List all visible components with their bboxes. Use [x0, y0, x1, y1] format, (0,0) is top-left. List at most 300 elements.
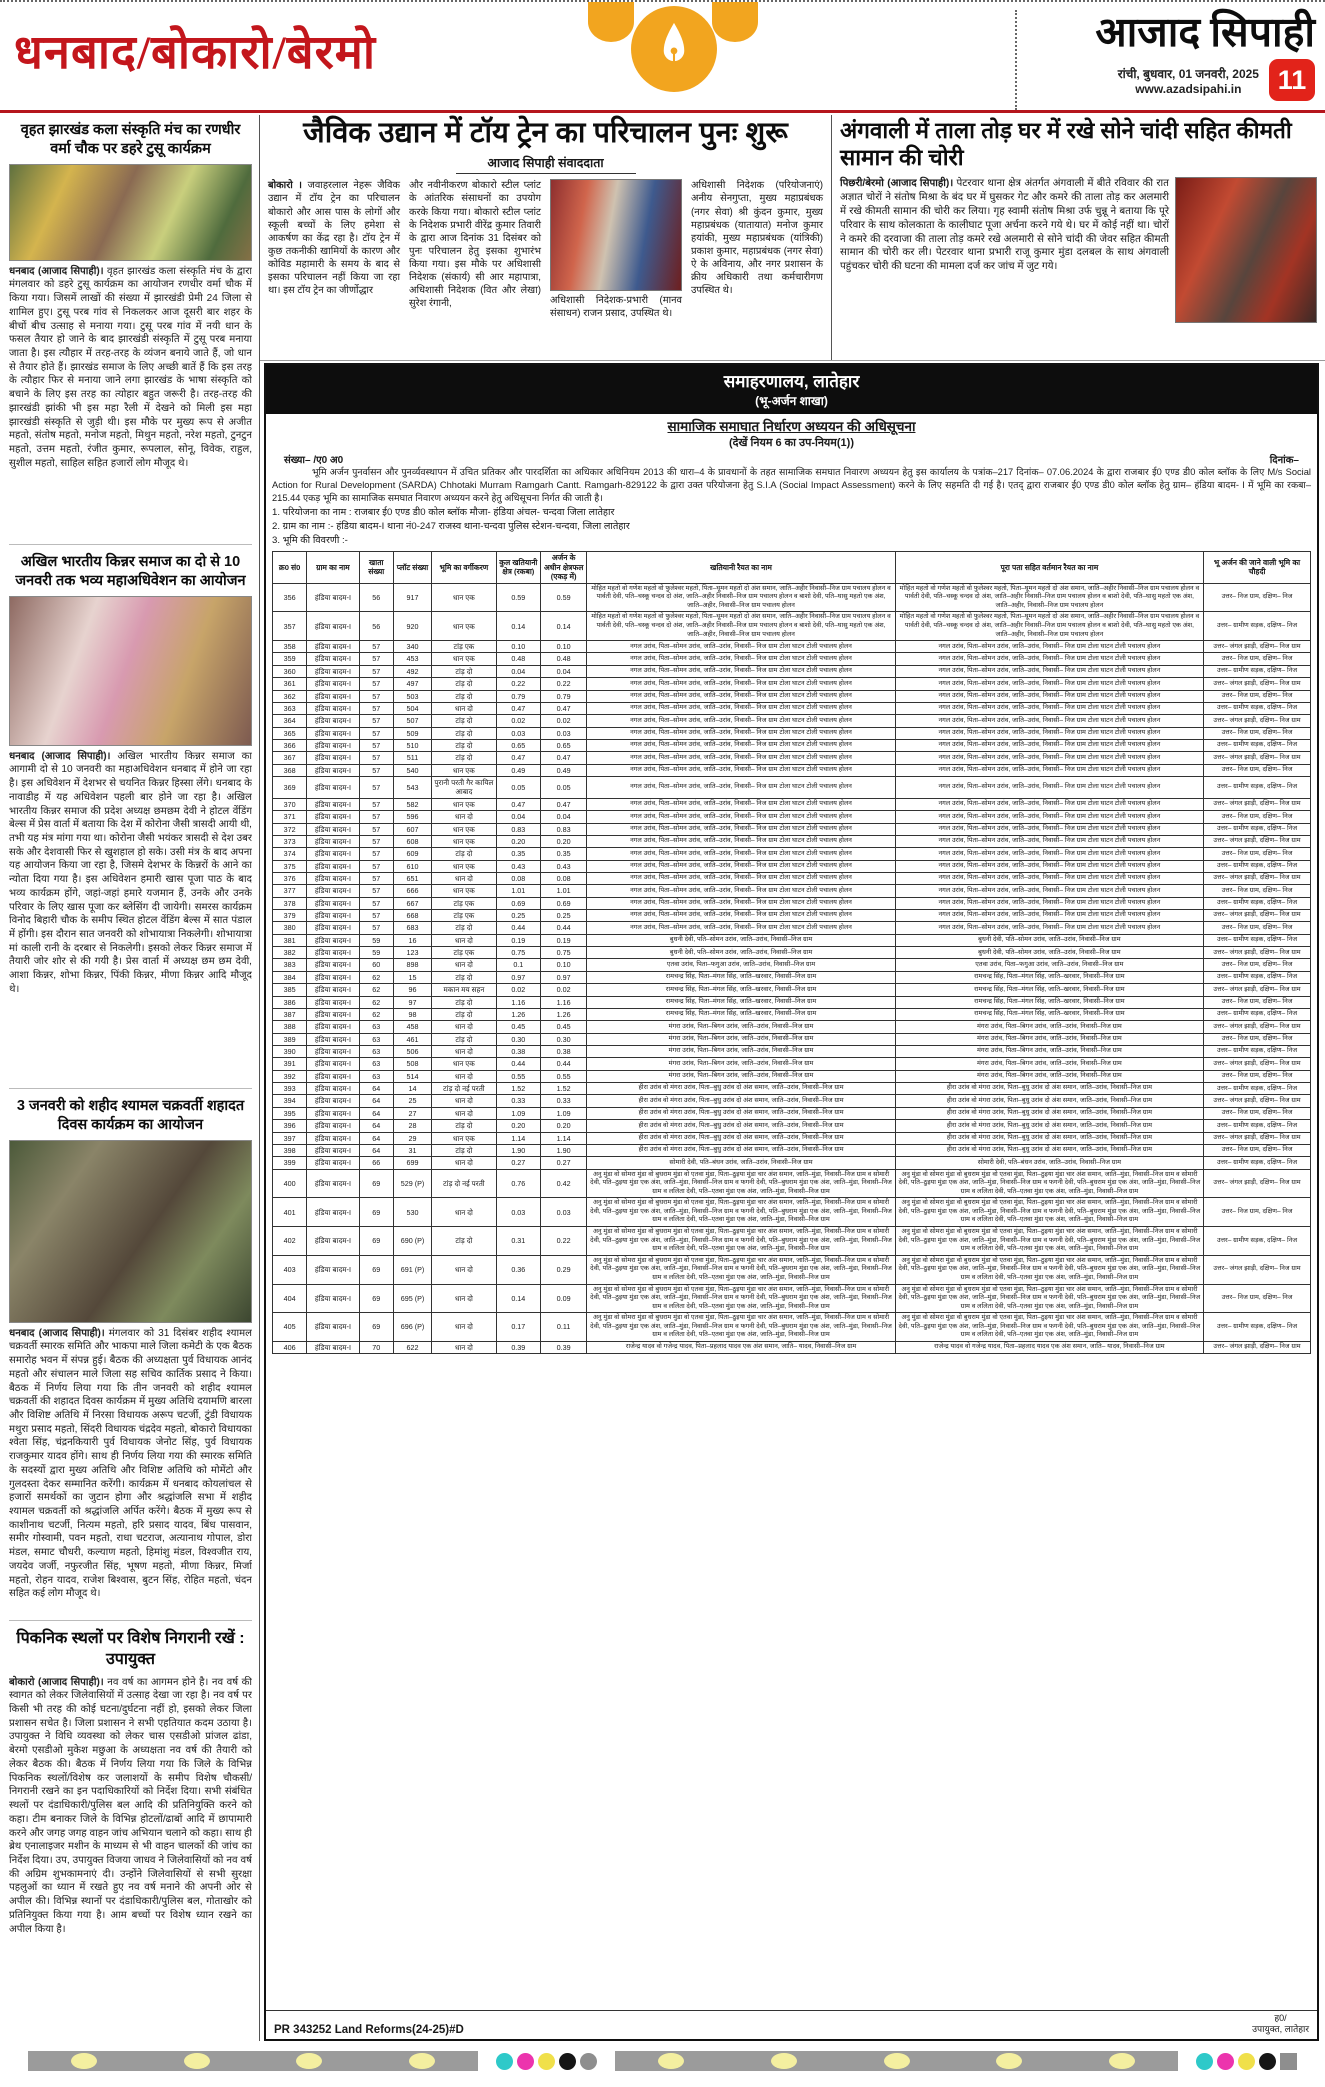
- table-cell: 0.47: [496, 798, 540, 810]
- table-cell: 0.75: [540, 947, 586, 959]
- table-cell: उत्तर– जंगल झाड़ी, दक्षिण– निज ग्राम: [1204, 1255, 1311, 1284]
- table-cell: नगल उरांव, पिता–सोमन उरांव, जाति–उरांव, निवासी– निज ग्राम टोला घाटन टोली पचालय होलन: [587, 727, 895, 739]
- table-cell: उत्तर– ग्रामीण सड़क, दक्षिण– निज: [1204, 740, 1311, 752]
- table-cell: 383: [273, 959, 307, 971]
- notice-office-bar: [266, 365, 1317, 414]
- table-cell: नगल उरांव, पिता–सोमन उरांव, जाति–उरांव, निवासी– निज ग्राम टोला घाटन टोली पचालय होलन: [895, 653, 1203, 665]
- table-cell: 0.47: [540, 798, 586, 810]
- registration-oval: [771, 2053, 797, 2069]
- article-dateline: बोकारो ।: [268, 180, 303, 192]
- table-cell: 0.43: [496, 860, 540, 872]
- table-cell: हंडिया बादम-I: [307, 764, 359, 776]
- table-cell: नगल उरांव, पिता–सोमन उरांव, जाति–उरांव, निवासी– निज ग्राम टोला घाटन टोली पचालय होलन: [587, 798, 895, 810]
- table-cell: 57: [359, 764, 393, 776]
- photo-tusu-crowd: [9, 164, 252, 261]
- article-body: मंगलवार को 31 दिसंबर शहीद श्यामल चक्रवर्ती स्मारक समिति और भाकपा माले जिला कमेटी के एक बैठक समारोह भवन में संपन्न हुई। बैठक की अध्यक्षता पुर्व विधायक आनंद महतो और संचालन माले जिला सह सचिव कार्तिक प्रसाद ने किया। बैठक में निर्णय लिया गया कि तीन जनवरी को शहीद श्यामल चक्रवर्ती की शहादत दिवस कार्यक्रम में मुख्य अतिथि दयामणि बारला और विशिष्ट अतिथि में निरसा विधायक अरूप चटर्जी, टुंडी विधायक मथुरा प्रसाद महतो, सिंदरी विधायक चंद्रदेव महतो, बोकारो विधायका श्वेता सिंह, चंद्रनकियारी पुर्व विधायक जेनोट सिंह, पुर्व विधायक राजकुमार यादव होंगे। साथ ही निर्णय लिया गया की स्मारक समिति के सदस्यों द्वारा मुख्य अतिथि और विशिष्ट अतिथि को मोमेंटो और गुलदस्ता देकर सम्मानित करेंगी। कार्यक्रम में धनबाद कोयलांचल से हजारों समर्थकों का जुटान होगा और श्रद्धांजलि सभा में शहीद श्यामल चक्रवर्ती को श्रद्धांजलि अर्पित करेंगे। बैठक में मुख्य रूप से काशीनाथ चटर्जी, नित्यम महतो, हरि प्रसाद यादव, बिंध पासवान, समीर गोस्वामी, पवन महतो, राधा चटराज, अत्यानाथ गोपाल, डोरा मंडल, समाट चौधरी, कल्याण महतो, हिमांशु मंडल, विश्वजीत राय, जयदेव जर्जी, नफुरजीत सिंह, भूषण महतो, मीणा किन्नर, मिर्जा महतो, रोहन यादव, राजेश बिश्वास, बुटन सिंह, रोहित महतो, चंदन सहित कई लोग मौजूद थे।: [9, 1327, 252, 1600]
- table-cell: 96: [393, 984, 431, 996]
- article-column-2: और नवीनीकरण बोकारो स्टील प्लांट के आंतरिक संसाधनों का उपयोग करके किया गया। बोकारो स्टील प्लांट के निदेशक प्रभारी वीरेंद्र कुमार तिवारी के द्वारा आज दिनांक 31 दिसंबर को पुनः परिचालन हेतु इसका शुभारंभ किया गया। इस मौके पर अधिशासी निदेशक (संकार्य) सी आर महापात्रा, अधिशासी निदेशक (वित और लेखा) सुरेश रंगानी,: [409, 180, 541, 310]
- table-cell: सोमारी देवी, पति–बंधन उरांव, जाति–उरांव, निवासी–निज ग्राम: [587, 1157, 895, 1169]
- table-cell: 0.10: [540, 641, 586, 653]
- notice-item: 1. परियोजना का नाम : राजबार ई0 एण्ड डी0 कोल ब्लॉक मौजा- हंडिया अंचल- चन्दवा जिला लातेहार: [272, 507, 615, 519]
- table-cell: 1.01: [540, 885, 586, 897]
- table-cell: 1.09: [540, 1107, 586, 1119]
- table-cell: नगल उरांव, पिता–सोमन उरांव, जाति–उरांव, निवासी– निज ग्राम टोला घाटन टोली पचालय होलन: [587, 690, 895, 702]
- table-cell: 25: [393, 1095, 431, 1107]
- table-cell: 696 (P): [393, 1313, 431, 1342]
- table-cell: पुरानी परती गैर कायिल आबाद: [432, 777, 496, 799]
- table-cell: 57: [359, 835, 393, 847]
- table-cell: 357: [273, 612, 307, 641]
- table-cell: नगल उरांव, पिता–सोमन उरांव, जाति–उरांव, निवासी– निज ग्राम टोला घाटन टोली पचालय होलन: [587, 641, 895, 653]
- table-cell: उत्तर– ग्रामीण सड़क, दक्षिण– निज: [1204, 1313, 1311, 1342]
- table-cell: 0.97: [496, 971, 540, 983]
- table-cell: 607: [393, 823, 431, 835]
- table-cell: अनु मुंडा वो सोमरा मुंडा वो बुधराम मुंडा वो एतवा मुंडा, पिता–ठुइया मुंडा चार अंश समान, जाति–मुंडा, निवासी–निज ग्राम व सोमारी देवी, पति–ठुइया मुंडा एक अंश, जाति–मुंडा, निवासी–निज ग्राम व फगनी देवी, पति–बुधराम मुंडा एक अंश, जाति–मुंडा, निवासी–निज ग्राम व ललिता देवी, पति–एतवा मुंडा एक अंश, जाति–मुंडा, निवासी–निज ग्राम: [587, 1284, 895, 1313]
- table-row: [273, 922, 1311, 934]
- table-cell: 0.20: [496, 835, 540, 847]
- table-cell: 622: [393, 1341, 431, 1353]
- table-cell: 1.52: [540, 1083, 586, 1095]
- top-articles-row: [260, 115, 1325, 361]
- table-cell: 529 (P): [393, 1169, 431, 1198]
- table-cell: नगल उरांव, पिता–सोमन उरांव, जाति–उरांव, निवासी– निज ग्राम टोला घाटन टोली पचालय होलन: [587, 653, 895, 665]
- table-cell: अनु मुंडा वो सोमरा मुंडा वो बुधराम मुंडा वो एतवा मुंडा, पिता–ठुइया मुंडा चार अंश समान, जाति–मुंडा, निवासी–निज ग्राम व सोमारी देवी, पति–ठुइया मुंडा एक अंश, जाति–मुंडा, निवासी–निज ग्राम व फगनी देवी, पति–बुधराम मुंडा एक अंश, जाति–मुंडा, निवासी–निज ग्राम व ललिता देवी, पति–एतवा मुंडा एक अंश, जाति–मुंडा, निवासी–निज ग्राम: [895, 1284, 1203, 1313]
- table-cell: बुधनी देवी, पति–सोमन उरांव, जाति–उरांव, निवासी–निज ग्राम: [587, 934, 895, 946]
- table-row: [273, 752, 1311, 764]
- table-cell: नगल उरांव, पिता–सोमन उरांव, जाति–उरांव, निवासी– निज ग्राम टोला घाटन टोली पचालय होलन: [895, 897, 1203, 909]
- table-cell: उत्तर– जंगल झाड़ी, दक्षिण– निज ग्राम: [1204, 872, 1311, 884]
- masthead: [1015, 10, 1315, 110]
- table-cell: हंडिया बादम-I: [307, 910, 359, 922]
- table-cell: हीरा उरांव वो मंगरा उरांव, पिता–बुधु उरांव दो अंश समान, जाति–उरांव, निवासी–निज ग्राम: [587, 1132, 895, 1144]
- article-tusu-event: [9, 117, 252, 545]
- table-cell: उत्तर– ग्रामीण सड़क, दक्षिण– निज: [1204, 1083, 1311, 1095]
- table-cell: मोहित महतो वो गणेश महतो वो फुलेश्वर महतो, पिता–घूमन महतो दो अंश समान, जाति–अहीर निवासी–निज ग्राम पचालय होलन व पार्वती देवी, पति–चस्कू चन्दव दो अंश, जाति–अहीर निवासी–निज ग्राम पचालय होलन व बाशो देवी, पति–घासु महतो एक अंश, जाति–अहीर, निवासी–निज ग्राम पचालय होलन: [587, 583, 895, 612]
- table-row: [273, 1255, 1311, 1284]
- table-cell: 59: [359, 934, 393, 946]
- website-link[interactable]: www.azadsipahi.in: [1135, 81, 1242, 96]
- table-cell: 0.05: [540, 777, 586, 799]
- table-cell: धान एक: [432, 835, 496, 847]
- table-cell: धान दो: [432, 1070, 496, 1082]
- table-cell: 368: [273, 764, 307, 776]
- table-cell: उत्तर– जंगल झाड़ी, दक्षिण– निज ग्राम: [1204, 1169, 1311, 1198]
- table-cell: हीरा उरांव वो मंगरा उरांव, पिता–बुधु उरांव दो अंश समान, जाति–उरांव, निवासी–निज ग्राम: [587, 1144, 895, 1156]
- table-cell: 376: [273, 872, 307, 884]
- table-cell: मोहित महतो वो गणेश महतो वो फुलेश्वर महतो, पिता–घूमन महतो दो अंश समान, जाति–अहीर निवासी–निज ग्राम पचालय होलन व पार्वती देवी, पति–चस्कू चन्दव दो अंश, जाति–अहीर निवासी–निज ग्राम पचालय होलन व बाशो देवी, पति–घासु महतो एक अंश, जाति–अहीर, निवासी–निज ग्राम पचालय होलन: [895, 612, 1203, 641]
- notice-subtitle: (देखें नियम 6 का उप-नियम(1)): [728, 437, 854, 449]
- table-cell: हीरा उरांव वो मंगरा उरांव, पिता–बुधु उरांव दो अंश समान, जाति–उरांव, निवासी–निज ग्राम: [895, 1144, 1203, 1156]
- table-cell: उत्तर– निज ग्राम, दक्षिण– निज: [1204, 653, 1311, 665]
- table-cell: 360: [273, 665, 307, 677]
- table-cell: उत्तर– निज ग्राम, दक्षिण– निज: [1204, 1070, 1311, 1082]
- table-cell: 57: [359, 740, 393, 752]
- table-cell: नगल उरांव, पिता–सोमन उरांव, जाति–उरांव, निवासी– निज ग्राम टोला घाटन टोली पचालय होलन: [895, 678, 1203, 690]
- table-cell: 57: [359, 872, 393, 884]
- table-cell: हंडिया बादम-I: [307, 583, 359, 612]
- table-cell: उत्तर– ग्रामीण सड़क, दक्षिण– निज: [1204, 665, 1311, 677]
- paper-name: आजाद सिपाही: [1095, 9, 1315, 55]
- table-cell: टांड़ एक: [432, 641, 496, 653]
- emblem-wing-right: [712, 2, 758, 42]
- table-cell: रामचन्द्र सिंह, पिता–मंगल सिंह, जाति–खरवार, निवासी–निज ग्राम: [895, 996, 1203, 1008]
- table-cell: 393: [273, 1083, 307, 1095]
- table-cell: मंगरा उरांव, पिता–बिगन उरांव, जाति–उरांव, निवासी–निज ग्राम: [895, 1058, 1203, 1070]
- table-cell: 0.03: [496, 1198, 540, 1227]
- table-row: [273, 1070, 1311, 1082]
- table-row: [273, 934, 1311, 946]
- table-cell: हंडिया बादम-I: [307, 641, 359, 653]
- table-cell: 62: [359, 1008, 393, 1020]
- article-body: अखिल भारतीय किन्नर समाज का आगामी दो से 10 जनवरी का महाअधिवेशन धनबाद में होने जा रहा है। इस अधिवेशन में देशभर से चयनित किन्नर हिस्सा लेंगे। धनबाद के नावाडीह में यह अधिवेशन पहली बार होने जा रहा है। अखिल भारतीय किन्नर समाज की प्रदेश अध्यक्ष छमछम देवी ने होटल वेंडिंग बेल्स में प्रेस वार्ता में बताया कि देश में कोरोना जैसी त्रासदी आयी थी, तभी यह मंत्र मांगा गया था। कोरोना जैसी भयंकर त्रासदी से देश उबर सके और देशवासी फिर से खुशहाल हो सके। उसी मंत्र के बाद अपना यह आयोजन किया जा रहा है, जिसमे देशभर के किन्नरों के आने का न्योता दिया गया है। इस अधिवेशन हमारी खास पूजा पाठ के बाद भव्य कार्यक्रम होंगे, जहां-जहां हमारे यजमान हैं, उनके और उनके परिवार के लिए खास पूजा कर ब्लेसिंग दी जायेगी। समरस कार्यक्रम विनोद बिहारी चौक के समीप स्थित होटल वेंडिंग बेल्स में सात पंडाल में होंगी। इस दौरान सात जनवरी को शोभायात्रा निकलेगी। शोभायात्रा मां काली रानी के दरबार से निकलेगी। इसको लेकर किन्नर समाज में तैयारी जोर शोर से की गयी है। प्रेस वार्ता में अध्यक्ष छम छम देवी, आशा किन्नर, शोभा किन्नर, पिंकी किन्नर, मीणा किन्नर आदि मौजूद थे।: [9, 750, 252, 995]
- table-cell: 57: [359, 910, 393, 922]
- table-cell: 375: [273, 860, 307, 872]
- table-cell: धान एक: [432, 798, 496, 810]
- table-cell: 28: [393, 1120, 431, 1132]
- table-cell: 0.14: [540, 612, 586, 641]
- table-cell: सोमारी देवी, पति–बंधन उरांव, जाति–उरांव, निवासी–निज ग्राम: [895, 1157, 1203, 1169]
- table-cell: 0.48: [496, 653, 540, 665]
- table-cell: नगल उरांव, पिता–सोमन उरांव, जाति–उरांव, निवासी– निज ग्राम टोला घाटन टोली पचालय होलन: [895, 922, 1203, 934]
- table-cell: 406: [273, 1341, 307, 1353]
- table-cell: हंडिया बादम-I: [307, 740, 359, 752]
- table-cell: रामचन्द्र सिंह, पिता–मंगल सिंह, जाति–खरवार, निवासी–निज ग्राम: [587, 971, 895, 983]
- table-cell: नगल उरांव, पिता–सोमन उरांव, जाति–उरांव, निवासी– निज ग्राम टोला घाटन टोली पचालय होलन: [587, 910, 895, 922]
- table-cell: 57: [359, 885, 393, 897]
- table-cell: हंडिया बादम-I: [307, 971, 359, 983]
- table-cell: उत्तर– जंगल झाड़ी, दक्षिण– निज ग्राम: [1204, 1095, 1311, 1107]
- registration-oval: [409, 2053, 435, 2069]
- table-cell: 384: [273, 971, 307, 983]
- table-cell: 15: [393, 971, 431, 983]
- table-cell: 64: [359, 1132, 393, 1144]
- table-row: [273, 678, 1311, 690]
- table-row: [273, 1341, 1311, 1353]
- table-cell: हंडिया बादम-I: [307, 653, 359, 665]
- table-cell: अनु मुंडा वो सोमरा मुंडा वो बुधराम मुंडा वो एतवा मुंडा, पिता–ठुइया मुंडा चार अंश समान, जाति–मुंडा, निवासी–निज ग्राम व सोमारी देवी, पति–ठुइया मुंडा एक अंश, जाति–मुंडा, निवासी–निज ग्राम व फगनी देवी, पति–बुधराम मुंडा एक अंश, जाति–मुंडा, निवासी–निज ग्राम व ललिता देवी, पति–एतवा मुंडा एक अंश, जाति–मुंडा, निवासी–निज ग्राम: [587, 1255, 895, 1284]
- table-cell: 388: [273, 1021, 307, 1033]
- article-body: नव वर्ष का आगमन होने है। नव वर्ष की स्वागत को लेकर जिलेवासियों में उत्साह देखा जा रहा है। नव वर्ष पर किसी भी तरह की कोई घटना/दुर्घटना नहीं हो, इसको लेकर जिला प्रशासन सचेत है। जिला प्रशासन ने सभी एहतियात कदम उठाया है। उपायुक्त ने विधि व्यवस्था को लेकर चास एसडीओ प्रांजल ढांडा, बेरमो एसडीओ मुकेश मछुआ के अध्यक्षता नव वर्ष की तैयारी को लेकर बैठक की। बैठक में निर्णय लिया गया कि जिले के विभिन्न पिकनिक स्थलों/विशेष कर जलाशयों के समीप विशेष चौकसी/निगरानी रखने का इन पदाधिकारियों को निर्देश दिया। सभी संबंधित स्थलों पर दंडाधिकारी/पुलिस बल आदि की प्रतिनियुक्ति करने को कहा। टीम बनाकर जिले के विभिन्न होटलों/ढाबों आदि में छापामारी करने और जगह जगह वाहन जांच अभियान चलाने को कहा। साथ ही ब्रेथ एनालाइजर मशीन के माध्यम से भी वाहन चालकों की जांच का निर्देश दिया। उप, उपायुक्त विजया जाधव ने जिलेवासियों को नव वर्ष की अग्रिम शुभकामनाएं दी। उन्होंने जिलेवासियों से सभी सुरक्षा पहलुओं का ध्यान में रखते हुए नव वर्ष मनाने की अपनी ओर से अपील की। विभिन्न स्थानों पर दंडाधिकारी/पुलिस बल, गोताखोर को प्रतिनियुक्त किया गया है। आम बच्चों पर विशेष ध्यान रखने का अपील किया है।: [9, 1676, 252, 1935]
- color-dot: [1280, 2053, 1297, 2070]
- table-cell: धान एक: [432, 764, 496, 776]
- table-cell: उत्तर– निज ग्राम, दक्षिण– निज: [1204, 922, 1311, 934]
- table-cell: 0.49: [496, 764, 540, 776]
- table-cell: नगल उरांव, पिता–सोमन उरांव, जाति–उरांव, निवासी– निज ग्राम टोला घाटन टोली पचालय होलन: [587, 848, 895, 860]
- table-cell: हंडिया बादम-I: [307, 1284, 359, 1313]
- table-cell: 56: [359, 612, 393, 641]
- table-cell: 0.33: [496, 1095, 540, 1107]
- table-cell: हीरा उरांव वो मंगरा उरांव, पिता–बुधु उरांव दो अंश समान, जाति–उरांव, निवासी–निज ग्राम: [895, 1120, 1203, 1132]
- table-cell: हंडिया बादम-I: [307, 1045, 359, 1057]
- registration-oval: [658, 2053, 684, 2069]
- table-cell: 0.08: [496, 872, 540, 884]
- table-cell: धान दो: [432, 702, 496, 714]
- table-cell: 387: [273, 1008, 307, 1020]
- table-cell: टांड़ दो: [432, 690, 496, 702]
- dateline: रांची, बुधवार, 01 जनवरी, 2025: [1117, 66, 1259, 81]
- table-cell: धान दो: [432, 1313, 496, 1342]
- table-cell: नगल उरांव, पिता–सोमन उरांव, जाति–उरांव, निवासी– निज ग्राम टोला घाटन टोली पचालय होलन: [895, 740, 1203, 752]
- table-cell: हंडिया बादम-I: [307, 823, 359, 835]
- table-row: [273, 959, 1311, 971]
- pen-nib-icon: [631, 6, 717, 92]
- table-cell: 394: [273, 1095, 307, 1107]
- table-cell: 0.19: [540, 934, 586, 946]
- table-cell: उत्तर– जंगल झाड़ी, दक्षिण– निज ग्राम: [1204, 641, 1311, 653]
- table-cell: 0.27: [496, 1157, 540, 1169]
- table-cell: उत्तर– निज ग्राम, दक्षिण– निज: [1204, 1198, 1311, 1227]
- color-dot: [1259, 2053, 1276, 2070]
- left-column: [0, 115, 260, 2041]
- table-cell: 503: [393, 690, 431, 702]
- table-cell: 57: [359, 860, 393, 872]
- notice-item: 3. भूमि की विवरणी :-: [272, 535, 348, 547]
- table-row: [273, 872, 1311, 884]
- table-cell: टांड़ दो: [432, 752, 496, 764]
- table-cell: टांड़ दो: [432, 996, 496, 1008]
- table-cell: 530: [393, 1198, 431, 1227]
- table-cell: धान एक: [432, 860, 496, 872]
- article-body: अधिशासी निदेशक-प्रभारी (मानव संसाधन) राजन प्रसाद, उपस्थित थे।: [550, 295, 682, 320]
- table-cell: 57: [359, 678, 393, 690]
- table-cell: 0.02: [540, 715, 586, 727]
- table-row: [273, 823, 1311, 835]
- table-cell: नगल उरांव, पिता–सोमन उरांव, जाति–उरांव, निवासी– निज ग्राम टोला घाटन टोली पचालय होलन: [895, 872, 1203, 884]
- table-cell: धान एक: [432, 823, 496, 835]
- table-cell: टांड़ दो नई परती: [432, 1083, 496, 1095]
- table-cell: धान एक: [432, 1132, 496, 1144]
- article-dateline: धनबाद (आजाद सिपाही)।: [9, 265, 104, 277]
- table-cell: धान दो: [432, 1284, 496, 1313]
- table-cell: हंडिया बादम-I: [307, 1070, 359, 1082]
- table-cell: 0.45: [540, 1021, 586, 1033]
- notice-title: सामाजिक समाघात निर्धारण अध्ययन की अधिसूचना: [667, 419, 916, 434]
- table-cell: रामचन्द्र सिंह, पिता–मंगल सिंह, जाति–खरवार, निवासी–निज ग्राम: [895, 1008, 1203, 1020]
- color-dot: [517, 2053, 534, 2070]
- table-cell: बुधनी देवी, पति–सोमन उरांव, जाति–उरांव, निवासी–निज ग्राम: [895, 947, 1203, 959]
- page-header: [0, 0, 1325, 113]
- table-cell: एतवा उरांव, पिता–फगुआ उरांव, जाति–उरांव, निवासी–निज ग्राम: [587, 959, 895, 971]
- table-cell: नगल उरांव, पिता–सोमन उरांव, जाति–उरांव, निवासी– निज ग्राम टोला घाटन टोली पचालय होलन: [895, 752, 1203, 764]
- table-header-row: [273, 552, 1311, 583]
- table-cell: बुधनी देवी, पति–सोमन उरांव, जाति–उरांव, निवासी–निज ग्राम: [895, 934, 1203, 946]
- table-cell: मकान मय सहन: [432, 984, 496, 996]
- table-header-cell: खतियानी रैयत का नाम: [587, 552, 895, 583]
- table-cell: अनु मुंडा वो सोमरा मुंडा वो बुधराम मुंडा वो एतवा मुंडा, पिता–ठुइया मुंडा चार अंश समान, जाति–मुंडा, निवासी–निज ग्राम व सोमारी देवी, पति–ठुइया मुंडा एक अंश, जाति–मुंडा, निवासी–निज ग्राम व फगनी देवी, पति–बुधराम मुंडा एक अंश, जाति–मुंडा, निवासी–निज ग्राम व ललिता देवी, पति–एतवा मुंडा एक अंश, जाति–मुंडा, निवासी–निज ग्राम: [895, 1169, 1203, 1198]
- article-headline: अंगवाली में ताला तोड़ घर में रखे सोने चांदी सहित कीमती सामान की चोरी: [840, 118, 1292, 170]
- table-cell: 0.11: [540, 1313, 586, 1342]
- table-cell: हीरा उरांव वो मंगरा उरांव, पिता–बुधु उरांव दो अंश समान, जाति–उरांव, निवासी–निज ग्राम: [587, 1120, 895, 1132]
- table-cell: 0.39: [496, 1341, 540, 1353]
- table-cell: मंगरा उरांव, पिता–बिगन उरांव, जाति–उरांव, निवासी–निज ग्राम: [587, 1070, 895, 1082]
- table-cell: टांड़ एक: [432, 897, 496, 909]
- article-headline: जैविक उद्यान में टॉय ट्रेन का परिचालन पुनः शुरू: [303, 117, 788, 149]
- article-body: पेटरवार थाना क्षेत्र अंतर्गत अंगवाली में बीते रविवार की रात अज्ञात चोरों ने संतोष मिश्रा के बंद घर में घुसकर गेट और कमरे की ताला तोड़ कर अलमारी में रखे कीमती सामान की चोरी कर लिया। गृह स्वामी संतोष मिश्रा उर्फ चुन्नू ने बताया कि पूरे परिवार के साथ कोलकाता के कालीघाट पूजा अर्चना करने गये थे। घर में कोई नहीं था। चोरों ने कमरे की दरवाजा की ताला तोड़ कमरे रखे अलमारी से सोने चांदी की जेवर सहित कीमती सामान की चोरी कर ली। पेटरवार थाना प्रभारी राजू कुमार मुंडा दलबल के साथ अंगवाली पहुंचकर चोरी की घटना की मामला दर्ज कर जांच में जुट गये।: [840, 178, 1169, 273]
- table-cell: 0.47: [540, 702, 586, 714]
- table-cell: 668: [393, 910, 431, 922]
- table-cell: 683: [393, 922, 431, 934]
- table-cell: 0.79: [540, 690, 586, 702]
- table-cell: उत्तर– निज ग्राम, दक्षिण– निज: [1204, 885, 1311, 897]
- table-cell: एतवा उरांव, पिता–फगुआ उरांव, जाति–उरांव, निवासी–निज ग्राम: [895, 959, 1203, 971]
- table-cell: 504: [393, 702, 431, 714]
- table-cell: 64: [359, 1107, 393, 1119]
- table-cell: धान दो: [432, 1045, 496, 1057]
- table-cell: नगल उरांव, पिता–सोमन उरांव, जाति–उरांव, निवासी– निज ग्राम टोला घाटन टोली पचालय होलन: [587, 678, 895, 690]
- table-cell: 364: [273, 715, 307, 727]
- table-row: [273, 740, 1311, 752]
- table-cell: 458: [393, 1021, 431, 1033]
- table-cell: रामचन्द्र सिंह, पिता–मंगल सिंह, जाति–खरवार, निवासी–निज ग्राम: [587, 1008, 895, 1020]
- table-cell: 63: [359, 1045, 393, 1057]
- table-cell: नगल उरांव, पिता–सोमन उरांव, जाति–उरांव, निवासी– निज ग्राम टोला घाटन टोली पचालय होलन: [895, 910, 1203, 922]
- table-cell: 366: [273, 740, 307, 752]
- article-dateline: पिछरी/बेरमो (आजाद सिपाही)।: [840, 178, 954, 189]
- table-cell: 690 (P): [393, 1227, 431, 1256]
- table-row: [273, 727, 1311, 739]
- table-cell: रामचन्द्र सिंह, पिता–मंगल सिंह, जाति–खरवार, निवासी–निज ग्राम: [587, 984, 895, 996]
- table-cell: 0.38: [540, 1045, 586, 1057]
- table-header-cell: ग्राम का नाम: [307, 552, 359, 583]
- table-cell: हंडिया बादम-I: [307, 665, 359, 677]
- table-cell: उत्तर– निज ग्राम, दक्षिण– निज: [1204, 811, 1311, 823]
- table-cell: 0.55: [496, 1070, 540, 1082]
- table-cell: नगल उरांव, पिता–सोमन उरांव, जाति–उरांव, निवासी– निज ग्राम टोला घाटन टोली पचालय होलन: [587, 823, 895, 835]
- table-cell: धान एक: [432, 1058, 496, 1070]
- table-cell: 596: [393, 811, 431, 823]
- table-row: [273, 1144, 1311, 1156]
- table-cell: 372: [273, 823, 307, 835]
- article-picnic-nigrani: [9, 1625, 252, 2041]
- table-cell: हंडिया बादम-I: [307, 872, 359, 884]
- table-cell: धान दो: [432, 1198, 496, 1227]
- table-cell: 0.65: [540, 740, 586, 752]
- article-kinnar-mahaadhiveshan: [9, 549, 252, 1089]
- table-cell: 397: [273, 1132, 307, 1144]
- table-header-cell: कुल खतियानी क्षेत्र (रकबा): [496, 552, 540, 583]
- notice-item: 2. ग्राम का नाम :- हंडिया बादम-I थाना नं0-247 राजस्व थाना-चन्दवा पुलिस स्टेशन-चन्दवा, जिला लातेहार: [272, 521, 630, 533]
- table-cell: 0.59: [496, 583, 540, 612]
- table-cell: 1.90: [496, 1144, 540, 1156]
- table-cell: नगल उरांव, पिता–सोमन उरांव, जाति–उरांव, निवासी– निज ग्राम टोला घाटन टोली पचालय होलन: [895, 860, 1203, 872]
- table-cell: 57: [359, 897, 393, 909]
- table-row: [273, 777, 1311, 799]
- table-cell: 0.20: [540, 1120, 586, 1132]
- table-cell: 508: [393, 1058, 431, 1070]
- table-cell: हीरा उरांव वो मंगरा उरांव, पिता–बुधु उरांव दो अंश समान, जाति–उरांव, निवासी–निज ग्राम: [895, 1083, 1203, 1095]
- table-cell: 0.04: [540, 665, 586, 677]
- table-cell: 378: [273, 897, 307, 909]
- table-cell: उत्तर– ग्रामीण सड़क, दक्षिण– निज: [1204, 1227, 1311, 1256]
- table-cell: 0.02: [496, 984, 540, 996]
- table-cell: हंडिया बादम-I: [307, 1058, 359, 1070]
- table-cell: 377: [273, 885, 307, 897]
- table-cell: 98: [393, 1008, 431, 1020]
- table-cell: उत्तर– निज ग्राम, दक्षिण– निज: [1204, 1144, 1311, 1156]
- table-row: [273, 612, 1311, 641]
- table-cell: रामचन्द्र सिंह, पिता–मंगल सिंह, जाति–खरवार, निवासी–निज ग्राम: [895, 984, 1203, 996]
- table-cell: नगल उरांव, पिता–सोमन उरांव, जाति–उरांव, निवासी– निज ग्राम टोला घाटन टोली पचालय होलन: [587, 897, 895, 909]
- table-cell: उत्तर– ग्रामीण सड़क, दक्षिण– निज: [1204, 860, 1311, 872]
- table-cell: 60: [359, 959, 393, 971]
- table-cell: नगल उरांव, पिता–सोमन उरांव, जाति–उरांव, निवासी– निज ग्राम टोला घाटन टोली पचालय होलन: [587, 702, 895, 714]
- table-cell: 362: [273, 690, 307, 702]
- table-cell: नगल उरांव, पिता–सोमन उरांव, जाति–उरांव, निवासी– निज ग्राम टोला घाटन टोली पचालय होलन: [587, 872, 895, 884]
- table-cell: 0.30: [540, 1033, 586, 1045]
- table-cell: हंडिया बादम-I: [307, 1021, 359, 1033]
- table-cell: हंडिया बादम-I: [307, 897, 359, 909]
- table-cell: 651: [393, 872, 431, 884]
- table-cell: हंडिया बादम-I: [307, 1169, 359, 1198]
- table-cell: 0.05: [496, 777, 540, 799]
- table-cell: हंडिया बादम-I: [307, 1341, 359, 1353]
- table-cell: 70: [359, 1341, 393, 1353]
- table-cell: धान दो: [432, 872, 496, 884]
- table-cell: 380: [273, 922, 307, 934]
- table-cell: नगल उरांव, पिता–सोमन उरांव, जाति–उरांव, निवासी– निज ग्राम टोला घाटन टोली पचालय होलन: [895, 727, 1203, 739]
- table-cell: नगल उरांव, पिता–सोमन उरांव, जाति–उरांव, निवासी– निज ग्राम टोला घाटन टोली पचालय होलन: [587, 752, 895, 764]
- table-cell: 0.22: [540, 678, 586, 690]
- table-cell: 0.1: [496, 959, 540, 971]
- table-cell: हीरा उरांव वो मंगरा उरांव, पिता–बुधु उरांव दो अंश समान, जाति–उरांव, निवासी–निज ग्राम: [587, 1095, 895, 1107]
- table-cell: 56: [359, 583, 393, 612]
- table-cell: धान दो: [432, 959, 496, 971]
- table-cell: उत्तर– निज ग्राम, दक्षिण– निज: [1204, 583, 1311, 612]
- table-cell: उत्तर– जंगल झाड़ी, दक्षिण– निज ग्राम: [1204, 678, 1311, 690]
- table-cell: धान दो: [432, 1107, 496, 1119]
- table-row: [273, 641, 1311, 653]
- table-cell: उत्तर– ग्रामीण सड़क, दक्षिण– निज: [1204, 777, 1311, 799]
- table-cell: टांड़ दो: [432, 727, 496, 739]
- table-cell: 399: [273, 1157, 307, 1169]
- article-column-4: अधिशासी निदेशक (परियोजनाएं) अनीय सेनगुप्ता, मुख्य महाप्रबंधक (नगर सेवा) श्री कुंदन कुमार, मुख्य महाप्रबंधक (यातायात) मनोज कुमार हयांकी, मुख्य महाप्रबंधक (यांत्रिकी) प्रकाश कुमार, महाप्रबंधक (नगर सेवा) ऐ के अविनाय, और नगर प्रशासन के क्रीय अधिकारी तथा कर्मचारीगण उपस्थित थे।: [691, 180, 823, 297]
- office-name: समाहरणालय, लातेहार: [723, 372, 860, 391]
- table-cell: उत्तर– निज ग्राम, दक्षिण– निज: [1204, 727, 1311, 739]
- table-cell: 0.17: [496, 1313, 540, 1342]
- table-cell: हंडिया बादम-I: [307, 885, 359, 897]
- color-dot: [1217, 2053, 1234, 2070]
- table-cell: 382: [273, 947, 307, 959]
- table-cell: नगल उरांव, पिता–सोमन उरांव, जाति–उरांव, निवासी– निज ग्राम टोला घाटन टोली पचालय होलन: [587, 922, 895, 934]
- table-cell: 497: [393, 678, 431, 690]
- signature-designation: उपायुक्त, लातेहार: [1252, 2024, 1309, 2035]
- table-cell: टांड़ दो: [432, 1008, 496, 1020]
- table-row: [273, 910, 1311, 922]
- table-row: [273, 715, 1311, 727]
- table-cell: हंडिया बादम-I: [307, 959, 359, 971]
- table-cell: 363: [273, 702, 307, 714]
- table-cell: उत्तर– ग्रामीण सड़क, दक्षिण– निज: [1204, 1045, 1311, 1057]
- table-cell: 0.03: [496, 727, 540, 739]
- cmyk-dots: [1196, 2053, 1297, 2070]
- table-body: [273, 583, 1311, 1354]
- table-row: [273, 764, 1311, 776]
- table-row: [273, 835, 1311, 847]
- table-cell: 64: [359, 1120, 393, 1132]
- table-cell: 0.10: [496, 641, 540, 653]
- table-cell: उत्तर– जंगल झाड़ी, दक्षिण– निज ग्राम: [1204, 1021, 1311, 1033]
- table-cell: नगल उरांव, पिता–सोमन उरांव, जाति–उरांव, निवासी– निज ग्राम टोला घाटन टोली पचालय होलन: [895, 835, 1203, 847]
- table-cell: 461: [393, 1033, 431, 1045]
- header-rule: [0, 110, 1325, 113]
- table-cell: 1.16: [540, 996, 586, 1008]
- table-cell: 0.35: [496, 848, 540, 860]
- land-table: [272, 551, 1311, 1354]
- table-cell: 0.69: [540, 897, 586, 909]
- table-cell: 0.44: [496, 1058, 540, 1070]
- article-headline: वृहत झारखंड कला संस्कृति मंच का रणधीर वर्मा चौक पर डहरे टुसू कार्यक्रम: [20, 122, 241, 157]
- table-cell: नगल उरांव, पिता–सोमन उरांव, जाति–उरांव, निवासी– निज ग्राम टोला घाटन टोली पचालय होलन: [895, 848, 1203, 860]
